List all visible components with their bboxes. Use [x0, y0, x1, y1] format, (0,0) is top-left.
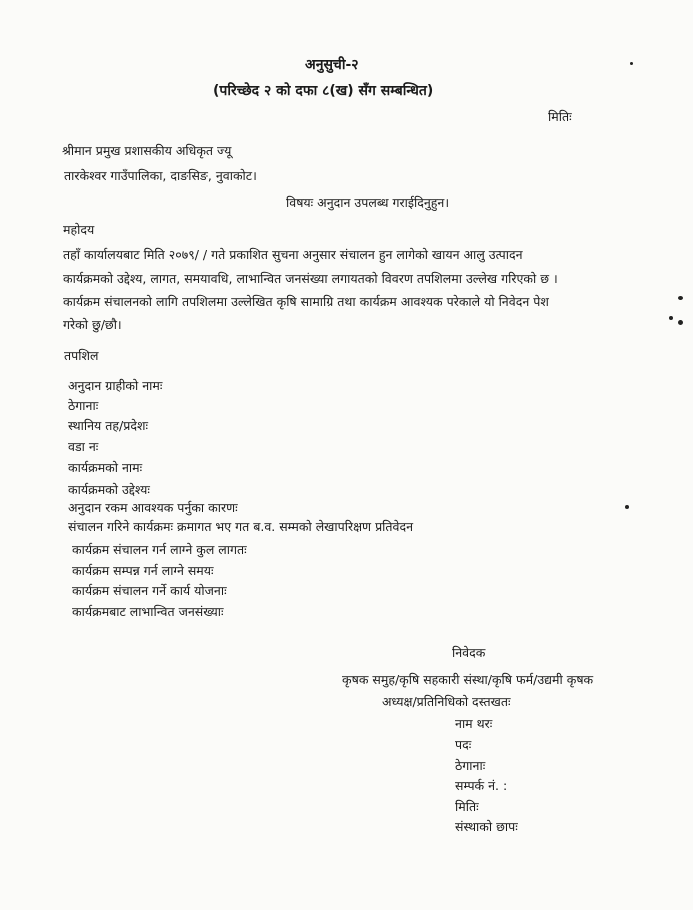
scan-speck: [678, 320, 683, 325]
scan-speck: [630, 62, 633, 65]
signature-field: संस्थाको छापः: [455, 819, 518, 834]
representative-signature-line: अध्यक्ष/प्रतिनिधिको दस्तखतः: [382, 694, 511, 709]
detail-item: स्थानिय तह/प्रदेशः: [68, 418, 148, 433]
schedule-title: अनुसुची-२: [305, 57, 359, 73]
detail-item: अनुदान रकम आवश्यक पर्नुका कारणः: [68, 500, 238, 515]
detail-item: कार्यक्रम संचालन गर्ने कार्य योजनाः: [72, 583, 227, 598]
details-heading: तपशिल: [64, 348, 99, 363]
detail-item: कार्यक्रमको नामः: [68, 460, 143, 475]
body-line-3: कार्यक्रम संचालनको लागि तपशिलमा उल्लेखित कृषि सामाग्रि तथा कार्यक्रम आवश्यक परेकाले यो निवेदन पेश: [63, 294, 549, 309]
body-line-4: गरेको छु/छौ।: [63, 317, 122, 332]
signature-field: मितिः: [455, 799, 479, 814]
detail-item: वडा नः: [68, 439, 99, 454]
scan-speck: [625, 505, 629, 509]
signature-field: नाम थरः: [455, 716, 493, 731]
detail-item: कार्यक्रमबाट लाभान्वित जनसंख्याः: [72, 604, 224, 619]
detail-item: कार्यक्रम सम्पन्न गर्न लाग्ने समयः: [72, 563, 214, 578]
detail-item: ठेगानाः: [68, 398, 99, 413]
detail-item: कार्यक्रमको उद्देश्यः: [68, 482, 150, 497]
subject-line: विषयः अनुदान उपलब्ध गराईदिनुहुन।: [286, 195, 450, 210]
body-line-2: कार्यक्रमको उद्देश्य, लागत, समयावधि, लाभान्वित जनसंख्या लगायतको विवरण तपशिलमा उल्लेख गरिएको छ ।: [63, 271, 558, 286]
salutation: महोदय: [63, 222, 95, 237]
address-line: तारकेश्वर गाउँपालिका, दाङसिङ, नुवाकोट।: [64, 168, 257, 183]
detail-item: संचालन गरिने कार्यक्रमः क्रमागत भए गत ब.व. सम्मको लेखापरिक्षण प्रतिवेदन: [68, 519, 414, 534]
applicant-label: निवेदक: [452, 645, 486, 660]
body-line-1: तहाँ कार्यालयबाट मिति २०७९/ / गते प्रकाशित सुचना अनुसार संचालन हुन लागेको खायन आलु उत्पादन: [63, 247, 523, 262]
date-label-top: मितिः: [548, 109, 572, 124]
detail-item: कार्यक्रम संचालन गर्न लाग्ने कुल लागतः: [72, 542, 247, 557]
organization-line: कृषक समुह/कृषि सहकारी संस्था/कृषि फर्म/उद्यमी कृषक: [342, 672, 594, 687]
addressee-line: श्रीमान प्रमुख प्रशासकीय अधिकृत ज्यू: [62, 143, 232, 158]
schedule-subtitle: (परिच्छेद २ को दफा ८(ख) सँग सम्बन्धित): [213, 83, 434, 99]
signature-field: सम्पर्क नं. :: [455, 778, 508, 793]
signature-field: ठेगानाः: [455, 758, 486, 773]
scan-speck: [678, 296, 683, 300]
detail-item: अनुदान ग्राहीको नामः: [68, 378, 163, 393]
scan-speck: [669, 316, 673, 320]
signature-field: पदः: [455, 737, 472, 752]
